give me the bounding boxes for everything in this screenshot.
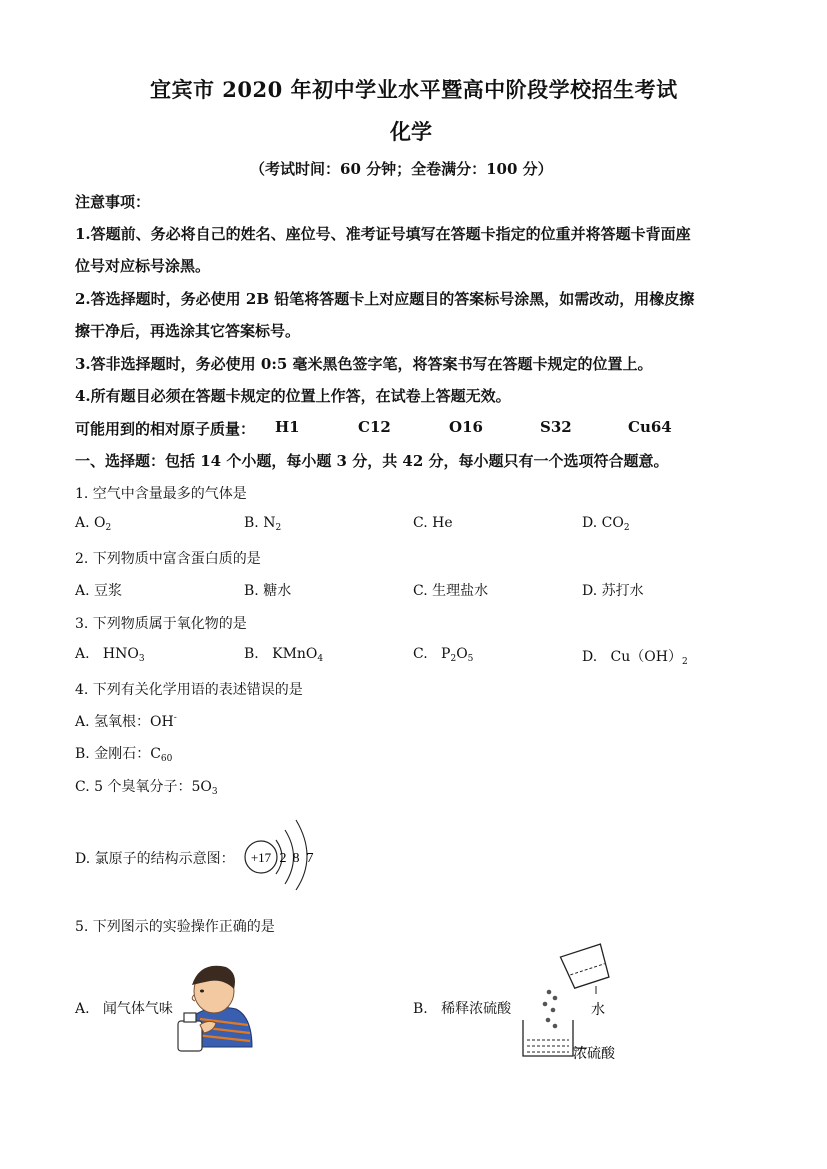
atomic-mass-cu: Cu64 xyxy=(628,418,672,436)
q2-option-c[interactable]: C. 生理盐水 xyxy=(413,583,489,599)
question-3-stem: 3. 下列物质属于氧化物的是 xyxy=(75,616,247,632)
note-item-3: 3.答非选择题时，务必使用 0:5 毫米黑色签字笔，将答案书写在答题卡规定的位置上。 xyxy=(75,355,653,373)
shell-1-electrons: 2 xyxy=(279,851,287,866)
atomic-mass-c: C12 xyxy=(358,418,391,436)
note-item-1-line-2: 位号对应标号涂黑。 xyxy=(75,257,211,275)
chlorine-atom-diagram xyxy=(240,812,330,892)
q1-option-a[interactable]: A. $O_2$ xyxy=(75,515,112,533)
q4-option-a[interactable]: A. 氢氧根：OH- xyxy=(75,713,177,730)
q5-option-a[interactable]: A. 闻气体气味 xyxy=(75,1001,173,1017)
atomic-mass-label: 可能用到的相对原子质量： xyxy=(75,420,256,438)
atomic-mass-s: S32 xyxy=(540,418,572,436)
q4-option-c[interactable]: C. 5 个臭氧分子：$5O_3$ xyxy=(75,779,218,797)
question-2-stem: 2. 下列物质中富含蛋白质的是 xyxy=(75,551,261,567)
q1-option-c[interactable]: C. He xyxy=(413,515,453,531)
atomic-mass-h: H1 xyxy=(275,418,300,436)
q4-option-b[interactable]: B. 金刚石：$C_{60}$ xyxy=(75,746,173,764)
q3-option-c[interactable]: C. $P_2O_5$ xyxy=(413,646,474,664)
question-1-stem: 1. 空气中含量最多的气体是 xyxy=(75,486,247,502)
subject-title: 化学 xyxy=(390,119,432,144)
note-item-2-line-1: 2.答选择题时，务必使用 2B 铅笔将答题卡上对应题目的答案标号涂黑，如需改动，用橡皮擦 xyxy=(75,290,695,308)
atomic-mass-o: O16 xyxy=(449,418,483,436)
diluting-acid-illustration xyxy=(515,940,640,1065)
q1-option-d[interactable]: D. $CO_2$ xyxy=(582,515,630,533)
q1-option-b[interactable]: B. $N_2$ xyxy=(244,515,282,533)
q2-option-b[interactable]: B. 糖水 xyxy=(244,583,292,599)
notes-heading: 注意事项： xyxy=(75,193,151,211)
shell-2-electrons: 8 xyxy=(292,851,300,866)
question-5-stem: 5. 下列图示的实验操作正确的是 xyxy=(75,919,275,935)
question-4-stem: 4. 下列有关化学用语的表述错误的是 xyxy=(75,682,303,698)
shell-3-electrons: 7 xyxy=(306,851,314,866)
label-water: 水 xyxy=(591,1002,605,1018)
nucleus-charge: +17 xyxy=(250,850,272,865)
note-item-2-line-2: 擦干净后，再选涂其它答案标号。 xyxy=(75,322,301,340)
q3-option-b[interactable]: B. KMnO$_4$ xyxy=(244,646,324,664)
section-1-heading: 一、选择题：包括 14 个小题，每小题 3 分，共 42 分，每小题只有一个选项符合题意。 xyxy=(75,452,669,470)
label-concentrated-acid: 浓硫酸 xyxy=(573,1046,615,1062)
q3-option-d[interactable]: D. $Cu(OH)_2$ xyxy=(582,649,688,667)
q4-option-d[interactable]: D. 氯原子的结构示意图： xyxy=(75,851,235,867)
q5-option-b[interactable]: B. 稀释浓硫酸 xyxy=(413,1001,512,1017)
q2-option-d[interactable]: D. 苏打水 xyxy=(582,583,644,599)
q3-option-a[interactable]: A. $HNO_3$ xyxy=(75,646,145,664)
exam-info: （考试时间：60 分钟；全卷满分：100 分） xyxy=(250,160,553,178)
note-item-1-line-1: 1.答题前、务必将自己的姓名、座位号、准考证号填写在答题卡指定的位重并将答题卡背面座 xyxy=(75,225,691,243)
q2-option-a[interactable]: A. 豆浆 xyxy=(75,583,123,599)
exam-title: 宜宾市 2020 年初中学业水平暨高中阶段学校招生考试 xyxy=(150,77,678,102)
smelling-gas-illustration xyxy=(170,955,255,1055)
note-item-4: 4.所有题目必须在答题卡规定的位置上作答，在试卷上答题无效。 xyxy=(75,387,511,405)
